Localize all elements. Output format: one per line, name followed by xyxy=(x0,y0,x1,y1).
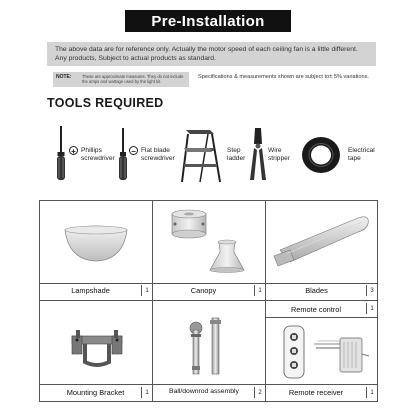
note-tag: NOTE: xyxy=(56,74,72,80)
tool-label-phillips: Phillips screwdriver xyxy=(81,147,115,162)
grid-line xyxy=(39,384,377,385)
part-qty-lampshade: 1 xyxy=(141,285,152,296)
part-name-lampshade: Lampshade xyxy=(71,286,110,295)
remote-control-illustration xyxy=(282,324,306,380)
tool-label-electrical-tape: Electrical tape xyxy=(348,147,375,162)
blades-illustration xyxy=(272,212,372,268)
wire-stripper-icon xyxy=(249,126,267,182)
canopy-illustration xyxy=(166,208,248,274)
grid-line xyxy=(39,283,377,284)
tool-label-step-ladder: Step ladder xyxy=(227,147,246,162)
step-ladder-icon xyxy=(180,128,226,184)
phillips-screwdriver-icon xyxy=(54,126,68,182)
part-name-mounting-bracket: Mounting Bracket xyxy=(66,388,125,397)
downrod-assembly-illustration xyxy=(182,316,242,378)
note-text: These are approximate measures. They do not include the amps and wattage used by the light kit. xyxy=(82,74,184,84)
part-qty-mounting-bracket: 1 xyxy=(141,387,152,398)
remote-receiver-illustration xyxy=(312,334,370,374)
part-qty-blades: 3 xyxy=(366,285,377,296)
spec-variation-text: Specifications & measurements shown are subject to± 5% variations. xyxy=(198,74,369,80)
part-qty-downrod-assembly: 2 xyxy=(254,387,265,398)
part-qty-remote-receiver: 1 xyxy=(366,387,377,398)
mounting-bracket-illustration xyxy=(70,328,124,368)
page-title: Pre-Installation xyxy=(125,10,291,32)
grid-line xyxy=(377,200,378,401)
note-badge xyxy=(53,72,189,87)
grid-line xyxy=(265,317,377,318)
tools-heading: TOOLS REQUIRED xyxy=(47,96,164,110)
grid-line xyxy=(39,200,40,401)
part-name-canopy: Canopy xyxy=(190,286,217,295)
part-name-remote-control: Remote control xyxy=(290,305,342,314)
flat-screwdriver-icon xyxy=(117,128,129,182)
tool-label-flat-blade: Flat blade screwdriver xyxy=(141,147,175,162)
electrical-tape-icon xyxy=(301,136,341,174)
grid-line xyxy=(39,200,378,201)
plus-icon: + xyxy=(69,146,78,155)
grid-line xyxy=(39,401,378,402)
part-qty-canopy: 1 xyxy=(254,285,265,296)
disclaimer-box: The above data are for reference only. Actually the motor speed of each ceiling fan is a little different. Any products, Subject to actual products as standard. xyxy=(47,42,376,66)
part-name-downrod-assembly: Ball/downrod assembly xyxy=(169,388,239,395)
part-qty-remote-control: 1 xyxy=(366,303,377,314)
part-name-blades: Blades xyxy=(305,286,328,295)
grid-line xyxy=(265,200,266,401)
grid-line xyxy=(39,300,378,301)
lampshade-illustration xyxy=(63,222,129,262)
tool-label-wire-stripper: Wire stripper xyxy=(268,147,290,162)
grid-line xyxy=(152,200,153,401)
minus-icon: − xyxy=(129,146,138,155)
part-name-remote-receiver: Remote receiver xyxy=(288,388,344,397)
